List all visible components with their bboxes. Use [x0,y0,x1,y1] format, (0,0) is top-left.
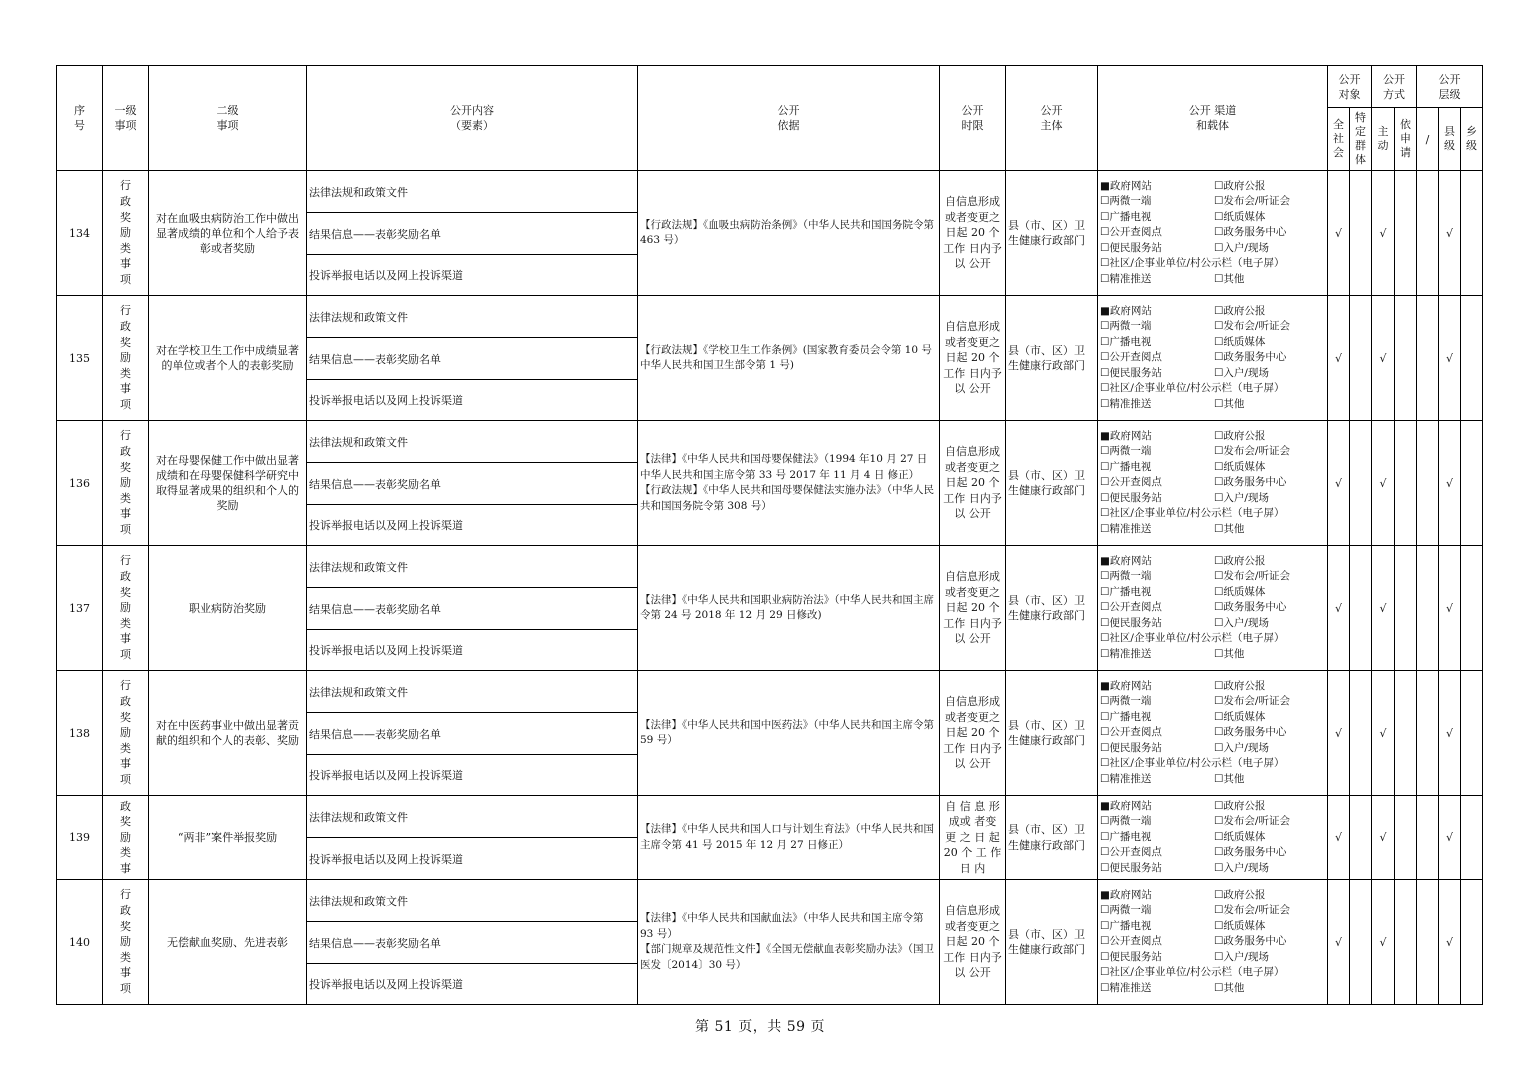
channel-option: ☐政府公报 [1214,555,1266,568]
basis-cell [638,671,940,796]
header-channel: 公开 渠道 和载体 [1098,66,1328,171]
channel-option: ☐广播电视 [1100,710,1152,723]
level-slash-cell [1417,296,1439,421]
table-row [57,296,1483,338]
channel-cell [1098,546,1328,671]
element-cell: 投诉举报电话以及网上投诉渠道 [307,838,638,880]
subject-cell: 县（市、区）卫 生健康行政部门 [1006,296,1098,421]
channel-option: ☐两微一端 [1100,320,1152,333]
disclosure-table [56,65,1483,1005]
channel-cell [1098,296,1328,421]
row-id: 137 [57,546,103,671]
channel-line [1100,903,1325,918]
basis-line: 【行政法规】《学校卫生工作条例》(国家教育委员会令第 10 号 中华人民共和国卫生部令第 1 号) [640,343,932,371]
channel-option: ☐入户/现场 [1214,366,1269,379]
category-cell: 行 政 奖 励 类 事 项 [103,671,149,796]
channel-option: ☐精准推送 [1100,397,1152,410]
element-cell: 投诉举报电话以及网上投诉渠道 [307,255,638,296]
category-cell: 政 奖 励 类 事 [103,796,149,880]
channel-line [1100,845,1325,860]
method-active-mark: √ [1372,880,1395,1005]
basis-line: 【行政法规】《血吸虫病防治条例》（中华人民共和国国务院令第 463 号） [640,218,934,246]
subject-cell: 县（市、区）卫 生健康行政部门 [1006,671,1098,796]
channel-line [1100,814,1325,829]
level-county-mark: √ [1439,421,1461,546]
channel-option: ☐公开查阅点 [1100,351,1162,364]
channel-option: ☐社区/企事业单位/村公示栏（电子屏） [1100,757,1285,770]
element-cell: 结果信息——表彰奖励名单 [307,463,638,505]
channel-option: ■政府网站 [1100,305,1152,318]
channel-option: ☐社区/企事业单位/村公示栏（电子屏） [1100,507,1285,520]
channel-cell [1098,421,1328,546]
method-active-mark: √ [1372,421,1395,546]
time-limit-cell: 自信息形成或者变更之日起 20 个工作 日内予以 公开 [940,880,1006,1005]
channel-line [1100,756,1325,771]
channel-option: ■政府网站 [1100,889,1152,902]
channel-option: ☐便民服务站 [1100,861,1162,874]
channel-option: ☐政府公报 [1214,180,1266,193]
channel-line [1100,256,1325,271]
channel-option: ☐社区/企事业单位/村公示栏（电子屏） [1100,632,1285,645]
channel-option: ☐其他 [1214,397,1245,410]
method-active-mark: √ [1372,296,1395,421]
target-specific-mark [1350,880,1372,1005]
channel-option: ■政府网站 [1100,180,1152,193]
target-all-mark: √ [1328,171,1350,296]
item-cell: 对在母婴保健工作中做出显著成绩和在母婴保健科学研究中取得显著成果的组织和个人的奖励 [149,421,307,546]
time-limit-cell: 自信息形成或者变更之日起 20 个工作 日内予以 公开 [940,171,1006,296]
target-all-mark: √ [1328,796,1350,880]
element-cell: 投诉举报电话以及网上投诉渠道 [307,505,638,546]
channel-option: ☐广播电视 [1100,335,1152,348]
channel-line [1100,569,1325,584]
channel-cell [1098,796,1328,880]
row-id: 136 [57,421,103,546]
channel-line [1100,522,1325,537]
target-all-mark: √ [1328,546,1350,671]
channel-line [1100,965,1325,980]
channel-option: ☐入户/现场 [1214,741,1269,754]
table-row [57,546,1483,588]
channel-option: ☐其他 [1214,981,1245,994]
item-cell: 无偿献血奖励、先进表彰 [149,880,307,1005]
row-id: 139 [57,796,103,880]
channel-option: ☐社区/企事业单位/村公示栏（电子屏） [1100,382,1285,395]
level-slash-cell [1417,880,1439,1005]
level-slash-cell [1417,671,1439,796]
channel-option: ☐公开查阅点 [1100,726,1162,739]
element-cell: 法律法规和政策文件 [307,296,638,338]
target-specific-mark [1350,296,1372,421]
channel-option: ☐纸质媒体 [1214,460,1266,473]
element-cell: 法律法规和政策文件 [307,171,638,213]
channel-option: ☐发布会/听证会 [1214,904,1290,917]
channel-option: ☐其他 [1214,647,1245,660]
level-township-mark [1461,296,1483,421]
level-township-mark [1461,421,1483,546]
channel-option: ☐入户/现场 [1214,861,1269,874]
channel-line [1100,616,1325,631]
channel-option: ☐广播电视 [1100,460,1152,473]
target-all-mark: √ [1328,880,1350,1005]
channel-option: ☐精准推送 [1100,981,1152,994]
header-basis: 公开 依据 [638,66,940,171]
method-request-mark [1395,546,1417,671]
channel-line [1100,272,1325,287]
channel-line [1100,444,1325,459]
channel-line [1100,319,1325,334]
basis-line: 【行政法规】《中华人民共和国母婴保健法实施办法》（中华人民共和国国务院令第 308 号） [640,484,934,512]
channel-line [1100,725,1325,740]
method-active-mark: √ [1372,796,1395,880]
level-county-mark: √ [1439,546,1461,671]
channel-option: ☐政务服务中心 [1214,226,1287,239]
channel-option: ☐发布会/听证会 [1214,815,1290,828]
channel-option: ☐政府公报 [1214,680,1266,693]
channel-line [1100,710,1325,725]
channel-option: ☐纸质媒体 [1214,210,1266,223]
level-county-mark: √ [1439,796,1461,880]
level-county-mark: √ [1439,671,1461,796]
channel-option: ☐两微一端 [1100,695,1152,708]
level-township-mark [1461,546,1483,671]
page-number: 第 51 页，共 59 页 [695,1019,825,1035]
basis-cell [638,546,940,671]
channel-line [1100,397,1325,412]
element-cell: 结果信息——表彰奖励名单 [307,213,638,255]
channel-option: ☐便民服务站 [1100,241,1162,254]
channel-line [1100,585,1325,600]
channel-line [1100,429,1325,444]
channel-option: ☐便民服务站 [1100,950,1162,963]
element-cell: 法律法规和政策文件 [307,546,638,588]
basis-cell [638,880,940,1005]
channel-line [1100,647,1325,662]
channel-option: ☐入户/现场 [1214,616,1269,629]
channel-option: ☐纸质媒体 [1214,335,1266,348]
channel-option: ☐两微一端 [1100,195,1152,208]
channel-cell [1098,671,1328,796]
element-cell: 结果信息——表彰奖励名单 [307,713,638,755]
channel-option: ☐政府公报 [1214,889,1266,902]
row-id: 138 [57,671,103,796]
header-method-request: 依 申 请 [1395,108,1417,171]
channel-line [1100,225,1325,240]
channel-option: ☐社区/企事业单位/村公示栏（电子屏） [1100,966,1285,979]
element-cell: 法律法规和政策文件 [307,671,638,713]
channel-option: ☐其他 [1214,272,1245,285]
table-row [57,671,1483,713]
level-township-mark [1461,671,1483,796]
channel-line [1100,179,1325,194]
channel-option: ☐广播电视 [1100,585,1152,598]
channel-option: ☐广播电视 [1100,919,1152,932]
element-cell: 法律法规和政策文件 [307,880,638,922]
channel-option: ☐其他 [1214,522,1245,535]
item-cell: 职业病防治奖励 [149,546,307,671]
header-subject: 公开 主体 [1006,66,1098,171]
table-row [57,421,1483,463]
method-request-mark [1395,880,1417,1005]
method-active-mark: √ [1372,671,1395,796]
header-slash: / [1417,108,1439,171]
header-target-all: 全 社 会 [1328,108,1350,171]
target-all-mark: √ [1328,671,1350,796]
channel-line [1100,600,1325,615]
channel-option: ☐精准推送 [1100,522,1152,535]
header-level-township: 乡 级 [1461,108,1483,171]
basis-line: 【法律】《中华人民共和国母婴保健法》（1994 年10 月 27 日中华人民共和国主席令第 33 号 2017 年 11 月 4 日 修正） [640,453,928,481]
level-township-mark [1461,171,1483,296]
target-all-mark: √ [1328,296,1350,421]
channel-line [1100,631,1325,646]
basis-cell [638,421,940,546]
element-cell: 投诉举报电话以及网上投诉渠道 [307,380,638,421]
channel-option: ☐便民服务站 [1100,616,1162,629]
time-limit-cell: 自信息形成或者变更之日起 20 个工作 日内予以 公开 [940,546,1006,671]
element-cell: 投诉举报电话以及网上投诉渠道 [307,755,638,796]
channel-option: ☐政府公报 [1214,305,1266,318]
channel-option: ☐政务服务中心 [1214,846,1287,859]
channel-line [1100,772,1325,787]
channel-option: ☐入户/现场 [1214,241,1269,254]
level-slash-cell [1417,796,1439,880]
channel-line [1100,304,1325,319]
method-request-mark [1395,421,1417,546]
level-county-mark: √ [1439,880,1461,1005]
time-limit-cell: 自信息形成或者变更之日起 20 个工作 日内予以 公开 [940,296,1006,421]
method-request-mark [1395,171,1417,296]
element-cell: 投诉举报电话以及网上投诉渠道 [307,630,638,671]
channel-option: ■政府网站 [1100,680,1152,693]
channel-option: ☐便民服务站 [1100,366,1162,379]
level-slash-cell [1417,171,1439,296]
subject-cell: 县（市、区）卫 生健康行政部门 [1006,880,1098,1005]
method-request-mark [1395,296,1417,421]
channel-line [1100,554,1325,569]
level-county-mark: √ [1439,296,1461,421]
category-cell: 行 政 奖 励 类 事 项 [103,546,149,671]
category-cell: 行 政 奖 励 类 事 项 [103,296,149,421]
header-method: 公开 方式 [1372,66,1417,108]
method-request-mark [1395,671,1417,796]
basis-line: 【法律】《中华人民共和国献血法》（中华人民共和国主席令第 93 号） [640,912,924,940]
header-seq: 序 号 [57,66,103,171]
subject-cell: 县（市、区）卫 生健康行政部门 [1006,421,1098,546]
channel-line [1100,934,1325,949]
header-method-active: 主 动 [1372,108,1395,171]
channel-option: ☐公开查阅点 [1100,476,1162,489]
channel-option: ☐政府公报 [1214,430,1266,443]
level-slash-cell [1417,421,1439,546]
channel-option: ☐发布会/听证会 [1214,320,1290,333]
header-level1: 一级 事项 [103,66,149,171]
header-time-limit: 公开 时限 [940,66,1006,171]
channel-line [1100,888,1325,903]
channel-option: ☐精准推送 [1100,647,1152,660]
item-cell: “两非”案件举报奖励 [149,796,307,880]
level-county-mark: √ [1439,171,1461,296]
element-cell: 法律法规和政策文件 [307,796,638,838]
channel-option: ■政府网站 [1100,555,1152,568]
item-cell: 对在中医药事业中做出显著贡献的组织和个人的表彰、奖励 [149,671,307,796]
channel-option: ☐政务服务中心 [1214,351,1287,364]
channel-option: ☐公开查阅点 [1100,935,1162,948]
target-specific-mark [1350,796,1372,880]
channel-line [1100,460,1325,475]
channel-cell [1098,880,1328,1005]
level-township-mark [1461,796,1483,880]
channel-cell [1098,171,1328,296]
channel-line [1100,861,1325,876]
item-cell: 对在血吸虫病防治工作中做出显著成绩的单位和个人给予表彰或者奖励 [149,171,307,296]
channel-option: ☐纸质媒体 [1214,585,1266,598]
level-township-mark [1461,880,1483,1005]
channel-option: ☐入户/现场 [1214,950,1269,963]
channel-line [1100,194,1325,209]
basis-cell [638,171,940,296]
channel-option: ☐政府公报 [1214,799,1266,812]
table-row [57,171,1483,213]
element-cell: 结果信息——表彰奖励名单 [307,338,638,380]
method-active-mark: √ [1372,171,1395,296]
method-request-mark [1395,796,1417,880]
basis-line: 【法律】《中华人民共和国职业病防治法》（中华人民共和国主席令第 24 号 2018 年 12 月 29 日修改) [640,593,934,621]
channel-option: ☐两微一端 [1100,570,1152,583]
channel-option: ■政府网站 [1100,430,1152,443]
target-specific-mark [1350,421,1372,546]
channel-line [1100,830,1325,845]
basis-cell [638,296,940,421]
channel-line [1100,475,1325,490]
target-specific-mark [1350,171,1372,296]
basis-line: 【法律】《中华人民共和国中医药法》（中华人民共和国主席令第 59 号） [640,718,934,746]
element-cell: 结果信息——表彰奖励名单 [307,588,638,630]
channel-line [1100,506,1325,521]
channel-option: ■政府网站 [1100,799,1152,812]
header-target-specific: 特 定 群 体 [1350,108,1372,171]
table-row [57,880,1483,922]
category-cell: 行 政 奖 励 类 事 项 [103,880,149,1005]
item-cell: 对在学校卫生工作中成绩显著的单位或者个人的表彰奖励 [149,296,307,421]
row-id: 135 [57,296,103,421]
channel-line [1100,350,1325,365]
channel-option: ☐公开查阅点 [1100,601,1162,614]
channel-option: ☐政务服务中心 [1214,726,1287,739]
channel-line [1100,491,1325,506]
channel-option: ☐两微一端 [1100,904,1152,917]
target-specific-mark [1350,546,1372,671]
channel-line [1100,694,1325,709]
row-id: 134 [57,171,103,296]
channel-option: ☐纸质媒体 [1214,710,1266,723]
channel-option: ☐政务服务中心 [1214,476,1287,489]
category-cell: 行 政 奖 励 类 事 项 [103,171,149,296]
channel-line [1100,366,1325,381]
channel-line [1100,335,1325,350]
channel-line [1100,381,1325,396]
channel-line [1100,741,1325,756]
target-specific-mark [1350,671,1372,796]
table-body [57,171,1483,1005]
element-cell: 法律法规和政策文件 [307,421,638,463]
subject-cell: 县（市、区）卫 生健康行政部门 [1006,546,1098,671]
basis-line: 【法律】《中华人民共和国人口与计划生育法》（中华人民共和国主席令第 41 号 2015 年 12 月 27 日修正） [640,823,934,851]
channel-option: ☐纸质媒体 [1214,919,1266,932]
channel-option: ☐两微一端 [1100,815,1152,828]
channel-option: ☐发布会/听证会 [1214,195,1290,208]
channel-option: ☐发布会/听证会 [1214,445,1290,458]
category-cell: 行 政 奖 励 类 事 项 [103,421,149,546]
channel-option: ☐纸质媒体 [1214,830,1266,843]
target-all-mark: √ [1328,421,1350,546]
level-slash-cell [1417,546,1439,671]
channel-line [1100,950,1325,965]
time-limit-cell: 自 信 息 形 成或 者变 更 之 日 起 20 个 工 作 日 内 [940,796,1006,880]
channel-option: ☐其他 [1214,772,1245,785]
channel-option: ☐发布会/听证会 [1214,695,1290,708]
channel-option: ☐公开查阅点 [1100,226,1162,239]
element-cell: 投诉举报电话以及网上投诉渠道 [307,964,638,1005]
channel-option: ☐两微一端 [1100,445,1152,458]
subject-cell: 县（市、区）卫 生健康行政部门 [1006,796,1098,880]
channel-line [1100,679,1325,694]
header-content: 公开内容 （要素） [307,66,638,171]
channel-option: ☐便民服务站 [1100,491,1162,504]
table-row [57,796,1483,838]
channel-option: ☐政务服务中心 [1214,935,1287,948]
channel-line [1100,241,1325,256]
basis-line: 【部门规章及规范性文件】《全国无偿献血表彰奖励办法》（国卫医发〔2014〕30 号） [640,943,934,971]
subject-cell: 县（市、区）卫 生健康行政部门 [1006,171,1098,296]
channel-option: ☐便民服务站 [1100,741,1162,754]
header-level: 公开 层级 [1417,66,1483,108]
channel-option: ☐广播电视 [1100,210,1152,223]
header-level2: 二级 事项 [149,66,307,171]
channel-option: ☐公开查阅点 [1100,846,1162,859]
channel-option: ☐精准推送 [1100,272,1152,285]
channel-option: ☐社区/企事业单位/村公示栏（电子屏） [1100,257,1285,270]
time-limit-cell: 自信息形成或者变更之日起 20 个工作 日内予以 公开 [940,671,1006,796]
time-limit-cell: 自信息形成或者变更之日起 20 个工作 日内予以 公开 [940,421,1006,546]
element-cell: 结果信息——表彰奖励名单 [307,922,638,964]
channel-line [1100,981,1325,996]
channel-option: ☐政务服务中心 [1214,601,1287,614]
channel-line [1100,799,1325,814]
row-id: 140 [57,880,103,1005]
channel-line [1100,919,1325,934]
channel-line [1100,210,1325,225]
channel-option: ☐发布会/听证会 [1214,570,1290,583]
header-target: 公开 对象 [1328,66,1372,108]
header-level-county: 县 级 [1439,108,1461,171]
method-active-mark: √ [1372,546,1395,671]
channel-option: ☐精准推送 [1100,772,1152,785]
channel-option: ☐入户/现场 [1214,491,1269,504]
basis-cell [638,796,940,880]
channel-option: ☐广播电视 [1100,830,1152,843]
